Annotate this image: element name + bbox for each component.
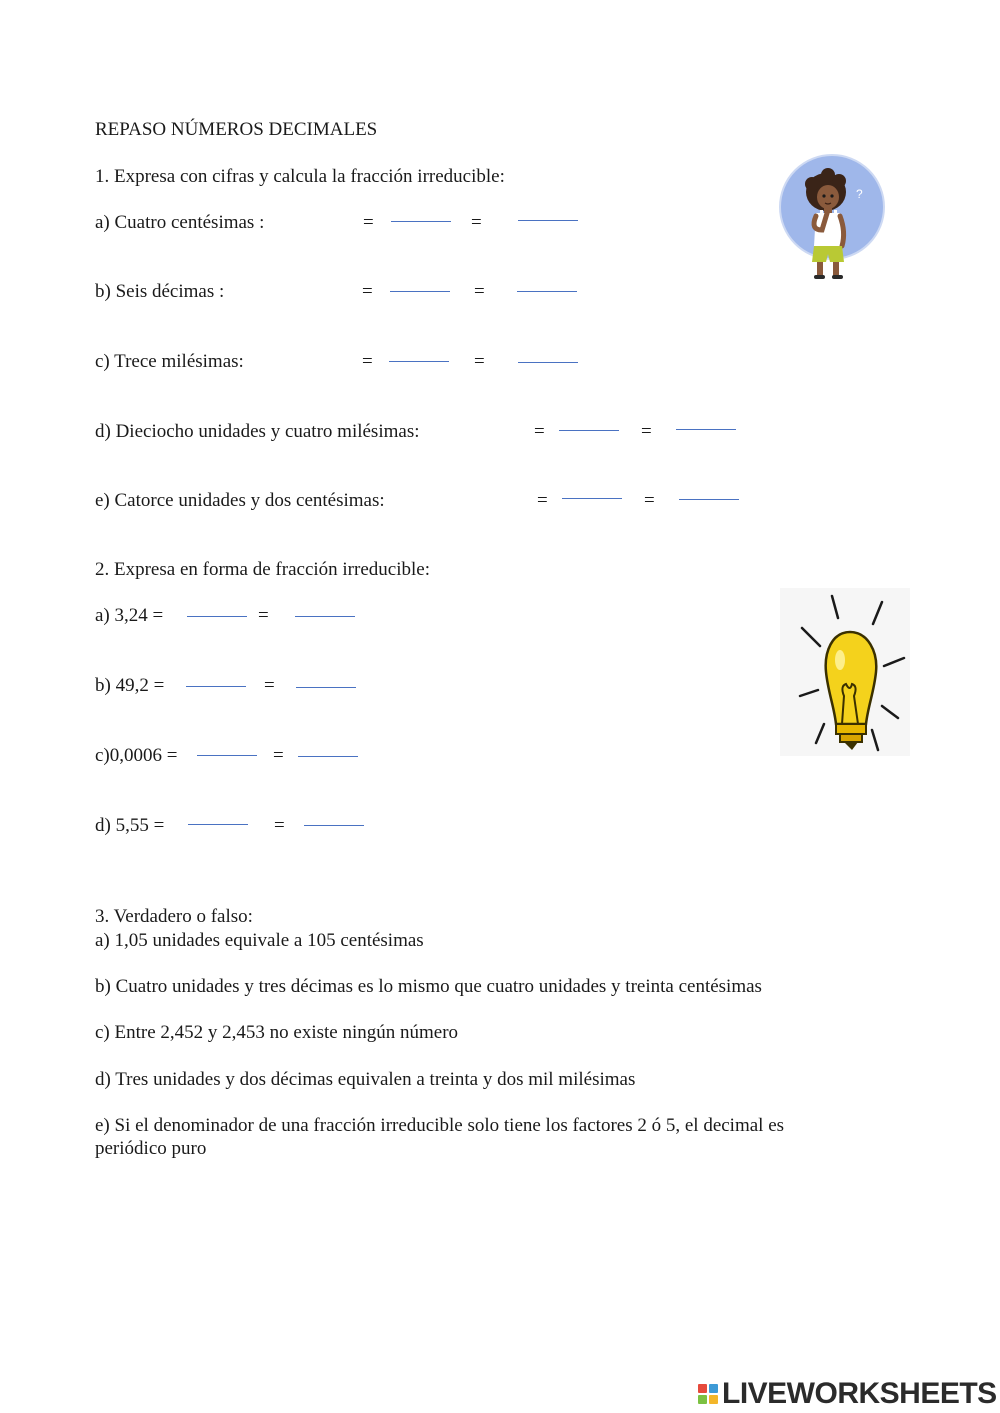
section-1-heading: 1. Expresa con cifras y calcula la fracción irreducible:	[95, 166, 505, 187]
answer-blank[interactable]	[304, 825, 364, 826]
lightbulb-icon	[780, 588, 910, 756]
s3-item-d: d) Tres unidades y dos décimas equivalen a treinta y dos mil milésimas	[95, 1069, 636, 1090]
section-3-heading: 3. Verdadero o falso:	[95, 906, 253, 927]
answer-blank[interactable]	[187, 616, 247, 617]
s2-item-d: d) 5,55 =	[95, 815, 165, 836]
answer-blank[interactable]	[676, 429, 736, 430]
svg-text:?: ?	[856, 187, 863, 201]
equals-sign: =	[534, 421, 545, 442]
s3-item-c: c) Entre 2,452 y 2,453 no existe ningún número	[95, 1022, 459, 1043]
equals-sign: =	[362, 281, 373, 302]
s2-item-a: a) 3,24 =	[95, 605, 164, 626]
s3-item-b: b) Cuatro unidades y tres décimas es lo mismo que cuatro unidades y treinta centésimas	[95, 976, 762, 997]
liveworksheets-mark-icon	[698, 1384, 718, 1404]
equals-sign: =	[471, 212, 482, 233]
equals-sign: =	[641, 421, 652, 442]
answer-blank[interactable]	[390, 291, 450, 292]
equals-sign: =	[264, 675, 275, 696]
equals-sign: =	[362, 351, 373, 372]
section-2-heading: 2. Expresa en forma de fracción irreducible:	[95, 559, 430, 580]
equals-sign: =	[474, 351, 485, 372]
thinking-girl-icon	[776, 150, 888, 284]
answer-blank[interactable]	[559, 430, 619, 431]
equals-sign: =	[363, 212, 374, 233]
brand-name: LIVEWORKSHEETS	[722, 1377, 997, 1410]
answer-blank[interactable]	[518, 362, 578, 363]
equals-sign: =	[274, 815, 285, 836]
s3-item-e-line1: e) Si el denominador de una fracción irreducible solo tiene los factores 2 ó 5, el decimal es	[95, 1115, 785, 1136]
answer-blank[interactable]	[517, 291, 577, 292]
equals-sign: =	[474, 281, 485, 302]
s1-item-e: e) Catorce unidades y dos centésimas:	[95, 490, 385, 511]
s2-item-b: b) 49,2 =	[95, 675, 165, 696]
answer-blank[interactable]	[295, 616, 355, 617]
answer-blank[interactable]	[389, 361, 449, 362]
answer-blank[interactable]	[197, 755, 257, 756]
equals-sign: =	[537, 490, 548, 511]
s1-item-c: c) Trece milésimas:	[95, 351, 244, 372]
answer-blank[interactable]	[562, 498, 622, 499]
page-title: REPASO NÚMEROS DECIMALES	[95, 119, 378, 140]
answer-blank[interactable]	[391, 221, 451, 222]
s1-item-d: d) Dieciocho unidades y cuatro milésimas:	[95, 421, 420, 442]
s1-item-b: b) Seis décimas :	[95, 281, 225, 302]
s2-item-c: c)0,0006 =	[95, 745, 178, 766]
s3-item-e-line2: periódico puro	[95, 1138, 207, 1159]
s3-item-a: a) 1,05 unidades equivale a 105 centésimas	[95, 930, 424, 951]
answer-blank[interactable]	[186, 686, 246, 687]
equals-sign: =	[644, 490, 655, 511]
answer-blank[interactable]	[296, 687, 356, 688]
answer-blank[interactable]	[188, 824, 248, 825]
equals-sign: =	[258, 605, 269, 626]
answer-blank[interactable]	[679, 499, 739, 500]
equals-sign: =	[273, 745, 284, 766]
liveworksheets-logo	[698, 1378, 997, 1410]
answer-blank[interactable]	[298, 756, 358, 757]
answer-blank[interactable]	[518, 220, 578, 221]
s1-item-a: a) Cuatro centésimas :	[95, 212, 265, 233]
